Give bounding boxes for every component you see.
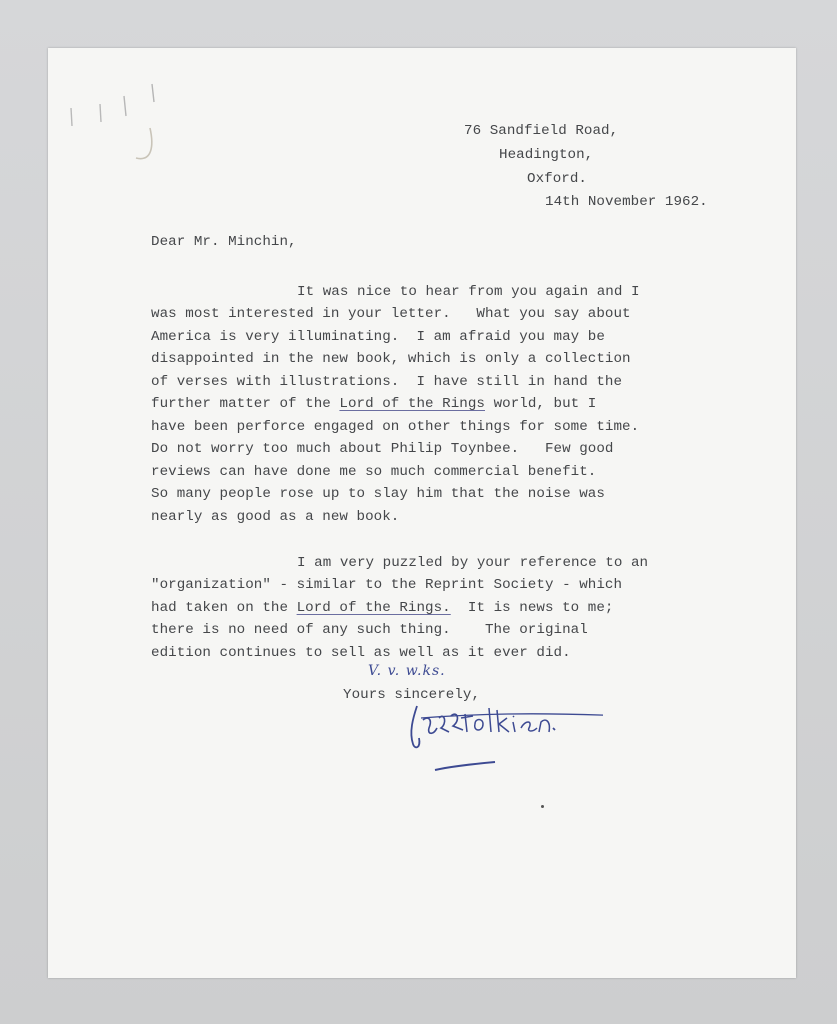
- book-title-underlined: Lord of the Rings: [339, 396, 485, 412]
- p1-line-4: disappointed in the new book, which is only a collection: [151, 351, 631, 367]
- p2-line-1: I am very puzzled by your reference to an: [297, 555, 649, 571]
- p1-line-8: Do not worry too much about Philip Toynbee. Few good: [151, 441, 614, 457]
- address-line-1: 76 Sandfield Road,: [464, 123, 619, 139]
- pencil-marks: [66, 66, 166, 166]
- letter-date: 14th November 1962.: [545, 194, 708, 210]
- p1-line-1: It was nice to hear from you again and I: [297, 284, 640, 300]
- p2-line-3-post: It is news to me;: [450, 600, 614, 616]
- book-title-underlined-2: Lord of the Rings.: [296, 600, 451, 616]
- closing: Yours sincerely,: [343, 687, 481, 703]
- p1-line-6: [151, 393, 596, 416]
- p1-line-2: was most interested in your letter. What you say about: [151, 306, 631, 322]
- address-line-2: Headington,: [499, 147, 594, 163]
- p2-line-2: "organization" - similar to the Reprint Society - which: [151, 577, 623, 593]
- p2-line-3: [151, 597, 613, 620]
- p2-line-3-pre: had taken on the: [151, 600, 297, 616]
- p1-line-5: of verses with illustrations. I have still in hand the: [151, 374, 623, 390]
- handwritten-note: V. v. w.ks.: [368, 663, 446, 679]
- p1-line-3: America is very illuminating. I am afraid you may be: [151, 329, 605, 345]
- p1-line-11: nearly as good as a new book.: [151, 509, 400, 525]
- signature-flourish: [433, 756, 503, 776]
- letter-sheet: [48, 48, 796, 978]
- salutation: Dear Mr. Minchin,: [151, 234, 297, 250]
- ink-speck: [541, 805, 544, 808]
- p1-line-10: So many people rose up to slay him that the noise was: [151, 486, 605, 502]
- p1-line-7: have been perforce engaged on other things for some time.: [151, 419, 640, 435]
- p2-line-5: edition continues to sell as well as it ever did.: [151, 645, 571, 661]
- p1-line-6-pre: further matter of the: [151, 396, 340, 412]
- p1-line-6-post: world, but I: [485, 396, 597, 412]
- p1-line-9: reviews can have done me so much commercial benefit.: [151, 464, 597, 480]
- p2-line-4: there is no need of any such thing. The original: [151, 622, 588, 638]
- address-line-3: Oxford.: [527, 171, 587, 187]
